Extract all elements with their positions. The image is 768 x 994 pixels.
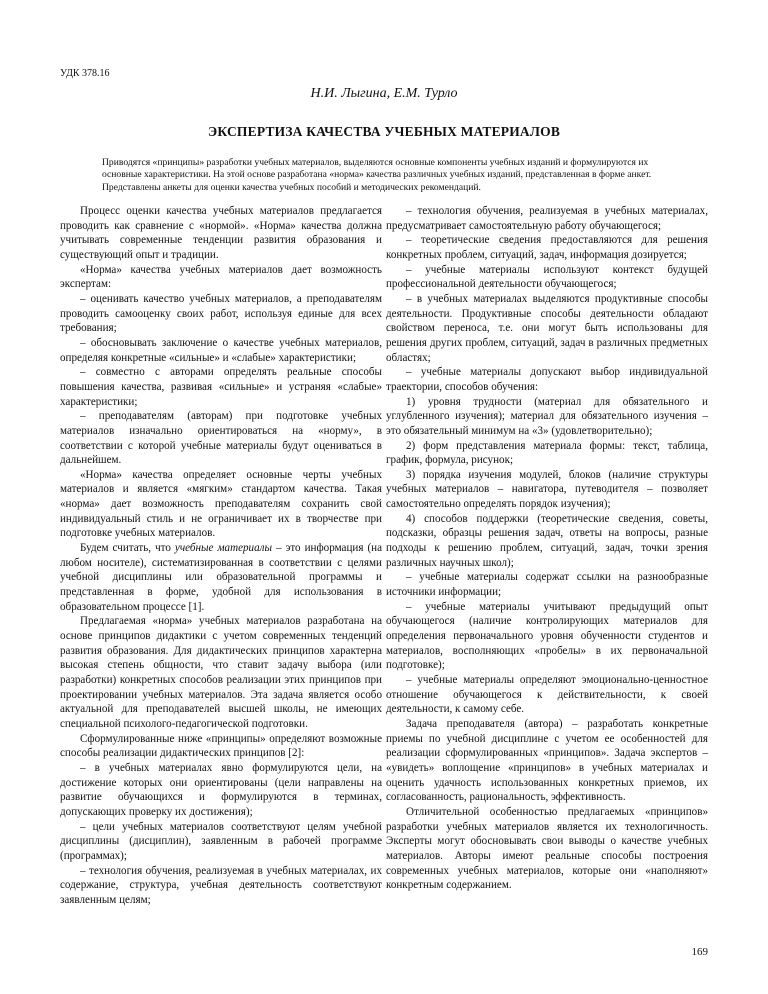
list-item: 4) способов поддержки (теоретические сведения, советы, подсказки, образцы решения задач, ответы на вопросы, разные подходы к решению проблем, ситуаций, задач, точки зрения различных научных школ); bbox=[386, 512, 708, 569]
list-item: 1) уровня трудности (материал для обязательного и углубленного изучения); материал для обязательного изучения – это обязательный минимум на «3» (удовлетворительно); bbox=[386, 395, 708, 437]
article-title: ЭКСПЕРТИЗА КАЧЕСТВА УЧЕБНЫХ МАТЕРИАЛОВ bbox=[207, 124, 561, 139]
abstract: Приводятся «принципы» разработки учебных материалов, выделяются основные компоненты учебных изданий и формулируются их основные характеристики. На этой основе разработана «норма» качества различных учебных изданий, представленная в форме анкет. Представлены анкеты для оценки качества учебных пособий и методических рекомендаций. bbox=[102, 157, 652, 193]
list-item: 3) порядка изучения модулей, блоков (наличие структуры учебных материалов – навигатора, путеводителя – позволяет самостоятельно определять порядок изучения); bbox=[386, 468, 708, 511]
list-item: – совместно с авторами определять реальные способы повышения качества, развивая «сильные» и устраняя «слабые» характеристики; bbox=[60, 366, 382, 408]
list-item: – цели учебных материалов соответствуют целям учебной дисциплины (дисциплин), заявленным в рабочей программе (программах); bbox=[60, 820, 382, 862]
paragraph: Предлагаемая «норма» учебных материалов разработана на основе принципов дидактики с учетом современных тенденций развития образования. Для дидактических принципов характерна высокая степень общности, что ставит задачу выбора (или разработки) конкретных способов реализации этих принципов при проектировании учебных материалов. Эта задача является особо актуальной для преподавателей высшей школы, не имеющих специальной психолого-педагогической подготовки. bbox=[60, 615, 382, 730]
list-item: – в учебных материалах выделяются продуктивные способы деятельности. Продуктивные способы деятельности обладают свойством переноса, т.е. они могут быть использованы для решения других проблем, ситуаций, задач в различных предметных областях; bbox=[386, 292, 708, 364]
paragraph: «Норма» качества учебных материалов дает возможность экспертам: bbox=[60, 263, 382, 291]
list-item: – учебные материалы учитывают предыдущий опыт обучающегося (наличие контролирующих материалов для определения первоначального уровня обученности студентов и материалов, восполняющих «пробелы» в их первоначальной подготовке); bbox=[386, 600, 708, 672]
left-column bbox=[60, 204, 382, 908]
list-item: – преподавателям (авторам) при подготовке учебных материалов изначально ориентироваться на «норму», в соответствии с которой учебные материалы будут оцениваться в дальнейшем. bbox=[60, 410, 382, 467]
list-item: – учебные материалы определяют эмоционально-ценностное отношение обучающегося к действительности, к своей деятельности, к самому себе. bbox=[386, 674, 708, 716]
udk-code: УДК 378.16 bbox=[60, 68, 110, 79]
list-item: – технология обучения, реализуемая в учебных материалах, их содержание, структура, учебная деятельность соответствуют заявленным целям; bbox=[60, 864, 382, 906]
list-item: – оценивать качество учебных материалов, а преподавателям проводить самооценку своих работ, используя единые для всех требования; bbox=[60, 292, 382, 335]
list-item: – теоретические сведения предоставляются для решения конкретных проблем, ситуаций, задач, информация дозируется; bbox=[386, 234, 708, 261]
paragraph: Задача преподавателя (автора) – разработать конкретные приемы по учебной дисциплине с учетом ее особенностей для реализации сформулированных «принципов». Задача экспертов – «увидеть» воплощение «принципов» в учебных материалах и оценить удачность использованных конкретных приемов, их согласованность, рациональность, эффективность. bbox=[386, 717, 708, 804]
paragraph: Отличительной особенностью предлагаемых «принципов» разработки учебных материалов является их технологичность. Эксперты могут обосновывать свои выводы о качестве учебных материалов. Авторы имеют реальные способы построения современных учебных материалов, которые они «наполняют» конкретным содержанием. bbox=[386, 805, 708, 892]
list-item: 2) форм представления материала формы: текст, таблица, график, формула, рисунок; bbox=[386, 439, 708, 467]
list-item: – учебные материалы допускают выбор индивидуальной траектории, способов обучения: bbox=[386, 366, 708, 393]
text-run: – это информация (на любом носителе), систематизированная в соответствии с целями учебной дисциплины или образовательной программы и представленная в форме, удобной для использования в образовательном процессе [1]. bbox=[60, 542, 383, 613]
list-item: – технология обучения, реализуемая в учебных материалах, предусматривает самостоятельную работу обучающегося; bbox=[386, 205, 708, 232]
paragraph-definition bbox=[60, 541, 382, 614]
authors: Н.И. Лыгина, Е.М. Турло bbox=[310, 86, 458, 101]
paragraph: Процесс оценки качества учебных материалов предлагается проводить как сравнение с «нормой». «Норма» качества должна учитывать современные тенденции развития образования и существующий опыт и традиции. bbox=[60, 205, 382, 261]
list-item: – обосновывать заключение о качестве учебных материалов, определяя конкретные «сильные» и «слабые» характеристики; bbox=[60, 336, 382, 364]
paragraph: Сформулированные ниже «принципы» определяют возможные способы реализации дидактических принципов [2]: bbox=[60, 732, 382, 760]
text-run: Будем считать, что bbox=[80, 542, 175, 555]
paragraph: «Норма» качества определяет основные черты учебных материалов и является «мягким» стандартом качества. Такая «норма» дает возможность преподавателям сохранить свой индивидуальный стиль и не ограничивает их в творчестве при подготовке учебных материалов. bbox=[60, 468, 382, 540]
list-item: – учебные материалы содержат ссылки на разнообразные источники информации; bbox=[386, 571, 708, 599]
list-item: – учебные материалы используют контекст будущей профессиональной деятельности обучающегося; bbox=[386, 263, 708, 291]
italic-term: учебные материалы bbox=[174, 542, 273, 555]
page-number: 169 bbox=[691, 946, 708, 958]
list-item: – в учебных материалах явно формулируются цели, на достижение которых они ориентированы (цели направлены на развитие обучающихся и формулируются в терминах, допускающих проверку их достижения); bbox=[60, 761, 382, 818]
right-column bbox=[386, 204, 708, 893]
